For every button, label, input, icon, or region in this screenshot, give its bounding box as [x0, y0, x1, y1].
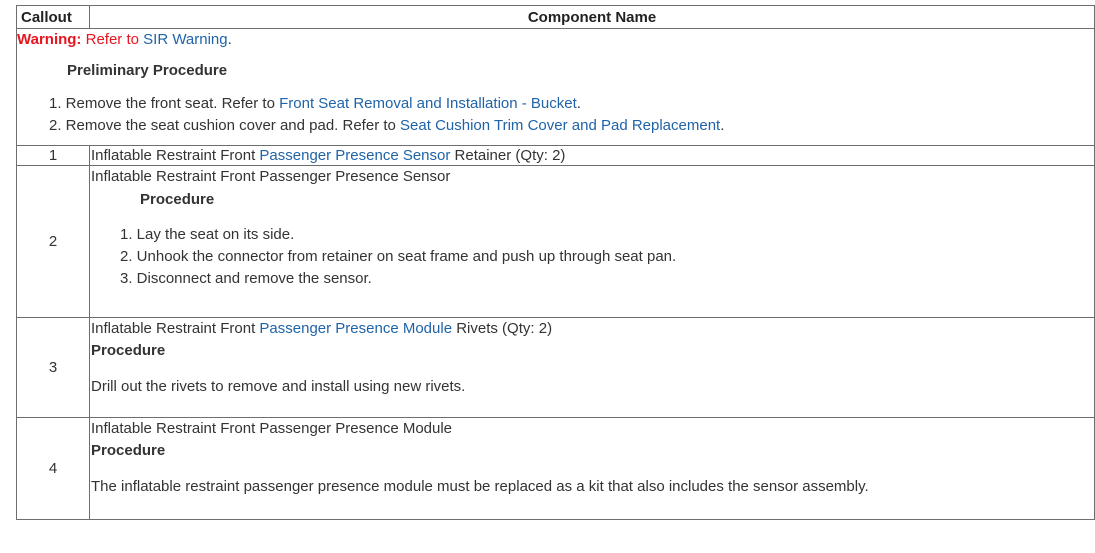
preliminary-step: [49, 93, 1094, 115]
warning-label: Warning:: [17, 31, 82, 48]
sir-warning-link[interactable]: SIR Warning: [143, 31, 228, 48]
passenger-presence-sensor-link[interactable]: Passenger Presence Sensor: [259, 147, 451, 164]
callout-cell: 4: [17, 418, 90, 520]
component-name-prefix: Inflatable Restraint Front: [91, 320, 260, 337]
table-row: [17, 418, 1095, 520]
table-row: [17, 146, 1095, 166]
warning-period: .: [227, 31, 232, 48]
preliminary-steps: [49, 93, 1094, 137]
passenger-presence-module-link[interactable]: Passenger Presence Module: [259, 320, 453, 337]
callout-header: Callout: [17, 6, 90, 29]
procedure-step: 2. Unhook the connector from retainer on seat frame and push up through seat pan.: [120, 248, 677, 265]
procedure-step: 3. Disconnect and remove the sensor.: [120, 270, 372, 287]
component-cell: [90, 166, 1095, 318]
callout-cell: 3: [17, 318, 90, 418]
component-cell: [90, 318, 1095, 418]
header-row: [17, 6, 1095, 29]
component-name-suffix: Rivets (Qty: 2): [452, 320, 553, 337]
component-name-header: Component Name: [90, 6, 1095, 29]
step-end: .: [576, 95, 581, 112]
procedure-text: Drill out the rivets to remove and install using new rivets.: [91, 378, 466, 395]
table-row: [17, 318, 1095, 418]
procedure-title: Procedure: [140, 191, 215, 208]
component-name: [91, 318, 1094, 340]
step-text: 2. Remove the seat cushion cover and pad. Refer to: [49, 117, 401, 134]
seat-cushion-link[interactable]: Seat Cushion Trim Cover and Pad Replacement: [400, 117, 721, 134]
callout-cell: 1: [17, 146, 90, 166]
procedure-step: 1. Lay the seat on its side.: [120, 226, 295, 243]
preliminary-procedure-title: Preliminary Procedure: [67, 62, 228, 79]
procedure-text: The inflatable restraint passenger presence module must be replaced as a kit that also includes the sensor assembly.: [91, 478, 869, 495]
front-seat-link[interactable]: Front Seat Removal and Installation - Bucket: [279, 95, 577, 112]
component-name: Inflatable Restraint Front Passenger Presence Sensor: [91, 168, 451, 185]
component-name: Inflatable Restraint Front: [91, 147, 260, 164]
component-table: [16, 5, 1095, 520]
warning-line: [17, 29, 1094, 51]
component-name: Inflatable Restraint Front Passenger Presence Module: [91, 420, 453, 437]
warning-row: [17, 29, 1095, 146]
procedure-title: Procedure: [91, 342, 166, 359]
procedure-title: Procedure: [91, 442, 166, 459]
table-row: [17, 166, 1095, 318]
warning-text: Refer to: [81, 31, 144, 48]
component-cell: [90, 146, 1095, 166]
step-end: .: [720, 117, 725, 134]
step-text: 1. Remove the front seat. Refer to: [49, 95, 280, 112]
component-cell: [90, 418, 1095, 520]
procedure-steps: [120, 224, 1094, 290]
callout-cell: 2: [17, 166, 90, 318]
component-name-suffix: Retainer (Qty: 2): [450, 147, 566, 164]
preliminary-step: [49, 115, 1094, 137]
